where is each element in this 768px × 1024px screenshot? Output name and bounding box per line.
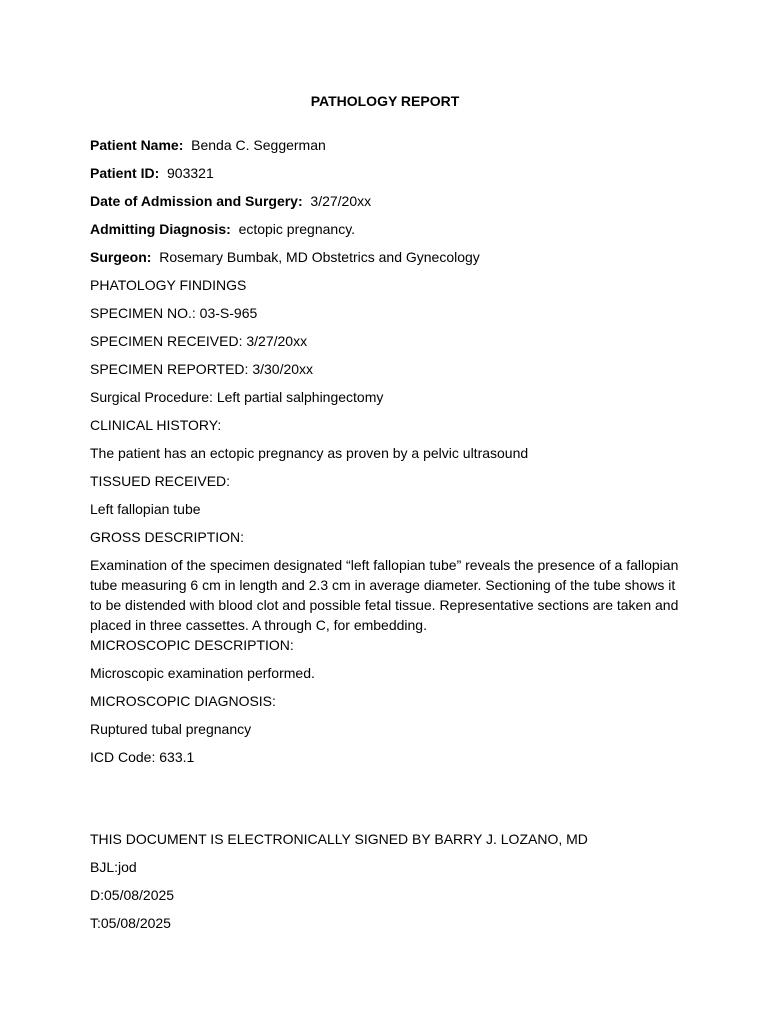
findings-heading: PHATOLOGY FINDINGS: [90, 277, 247, 293]
electronic-signature-line: THIS DOCUMENT IS ELECTRONICALLY SIGNED BY BARRY J. LOZANO, MD: [90, 831, 588, 847]
gross-description-text: Examination of the specimen designated “left fallopian tube” reveals the presence of a fallopian tube measuring 6 cm in length and 2.3 cm in average diameter. Sectioning of the tube shows it to be distended with blood clot and possible fetal tissue. Representative sections are taken and placed in three cassettes. A through C, for embedding.: [90, 557, 679, 633]
patient-name-value: Benda C. Seggerman: [191, 137, 326, 153]
transcribed-date: T:05/08/2025: [90, 915, 171, 931]
microscopic-description-text: Microscopic examination performed.: [90, 665, 315, 681]
admission-label: Date of Admission and Surgery:: [90, 193, 303, 209]
admitting-diagnosis-row: [90, 220, 680, 238]
surgeon-value: Rosemary Bumbak, MD Obstetrics and Gynecology: [159, 249, 480, 265]
specimen-reported: SPECIMEN REPORTED: 3/30/20xx: [90, 361, 314, 377]
specimen-number: SPECIMEN NO.: 03-S-965: [90, 305, 258, 321]
gross-description-heading: GROSS DESCRIPTION:: [90, 529, 245, 545]
patient-id-value: 903321: [167, 165, 214, 181]
patient-id-label: Patient ID:: [90, 165, 160, 181]
initials: BJL:jod: [90, 859, 137, 875]
admitting-diagnosis-value: ectopic pregnancy.: [238, 221, 356, 237]
microscopic-diagnosis-text: Ruptured tubal pregnancy: [90, 721, 252, 737]
clinical-history-text: The patient has an ectopic pregnancy as proven by a pelvic ultrasound: [90, 445, 529, 461]
admitting-diagnosis-label: Admitting Diagnosis:: [90, 221, 231, 237]
admission-row: [90, 192, 680, 210]
clinical-history-heading: CLINICAL HISTORY:: [90, 417, 222, 433]
patient-name-row: [90, 136, 680, 154]
icd-code: ICD Code: 633.1: [90, 749, 195, 765]
surgical-procedure: Surgical Procedure: Left partial salphingectomy: [90, 389, 384, 405]
report-title: PATHOLOGY REPORT: [310, 93, 460, 109]
dictated-date: D:05/08/2025: [90, 887, 175, 903]
report-page: [90, 0, 680, 1024]
surgeon-row: [90, 248, 680, 266]
microscopic-diagnosis-heading: MICROSCOPIC DIAGNOSIS:: [90, 693, 276, 709]
microscopic-description-heading: MICROSCOPIC DESCRIPTION:: [90, 637, 294, 653]
specimen-received: SPECIMEN RECEIVED: 3/27/20xx: [90, 333, 308, 349]
admission-value: 3/27/20xx: [310, 193, 372, 209]
tissue-received-text: Left fallopian tube: [90, 501, 201, 517]
surgeon-label: Surgeon:: [90, 249, 152, 265]
tissue-received-heading: TISSUED RECEIVED:: [90, 473, 231, 489]
patient-id-row: [90, 164, 680, 182]
patient-name-label: Patient Name:: [90, 137, 184, 153]
